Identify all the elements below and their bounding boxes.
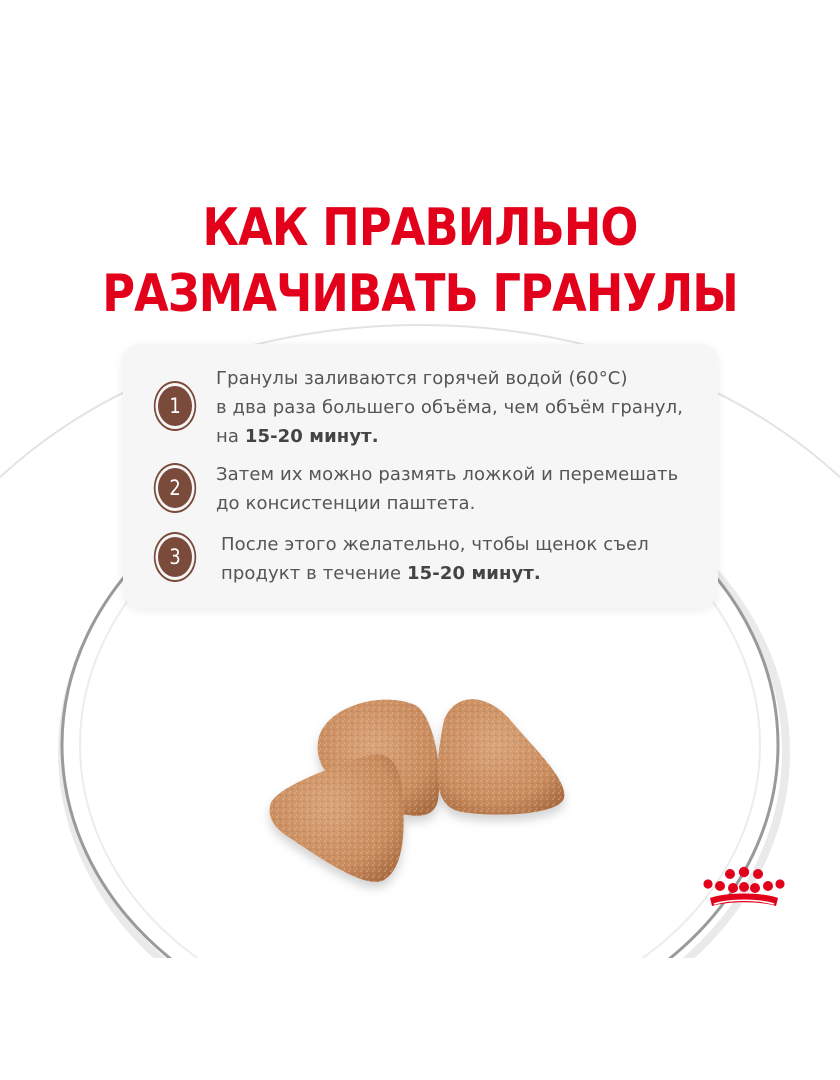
step-1-line-1: Гранулы заливаются горячей водой (60°С) xyxy=(216,368,628,389)
crown-logo-icon xyxy=(700,866,788,914)
step-3-badge: 3 xyxy=(158,537,192,577)
instructions-card xyxy=(123,344,718,608)
step-3-text xyxy=(221,530,649,588)
step-1-line-2: в два раза большего объёма, чем объём гранул, xyxy=(216,397,684,418)
step-1-line-3-prefix: на xyxy=(216,426,245,447)
step-1-badge: 1 xyxy=(158,386,192,426)
page-title-line-2: РАЗМАЧИВАТЬ ГРАНУЛЫ xyxy=(102,263,738,324)
step-2-badge: 2 xyxy=(158,468,192,508)
step-2-line-1: Затем их можно размять ложкой и перемешать xyxy=(216,464,679,485)
step-3-line-2-prefix: продукт в течение xyxy=(221,563,408,584)
page-title xyxy=(59,195,781,327)
step-3-line-2 xyxy=(221,559,649,588)
step-1-line-3-bold: 15-20 минут. xyxy=(244,426,379,447)
step-2-text xyxy=(216,460,678,518)
step-3-line-1: После этого желательно, чтобы щенок съел xyxy=(221,534,649,555)
page-title-line-1: КАК ПРАВИЛЬНО xyxy=(202,197,638,258)
step-3-line-2-bold: 15-20 минут. xyxy=(407,563,541,584)
step-1-line-3 xyxy=(216,422,683,451)
step-2-line-2: до консистенции паштета. xyxy=(216,493,476,514)
step-1-text xyxy=(216,364,683,451)
